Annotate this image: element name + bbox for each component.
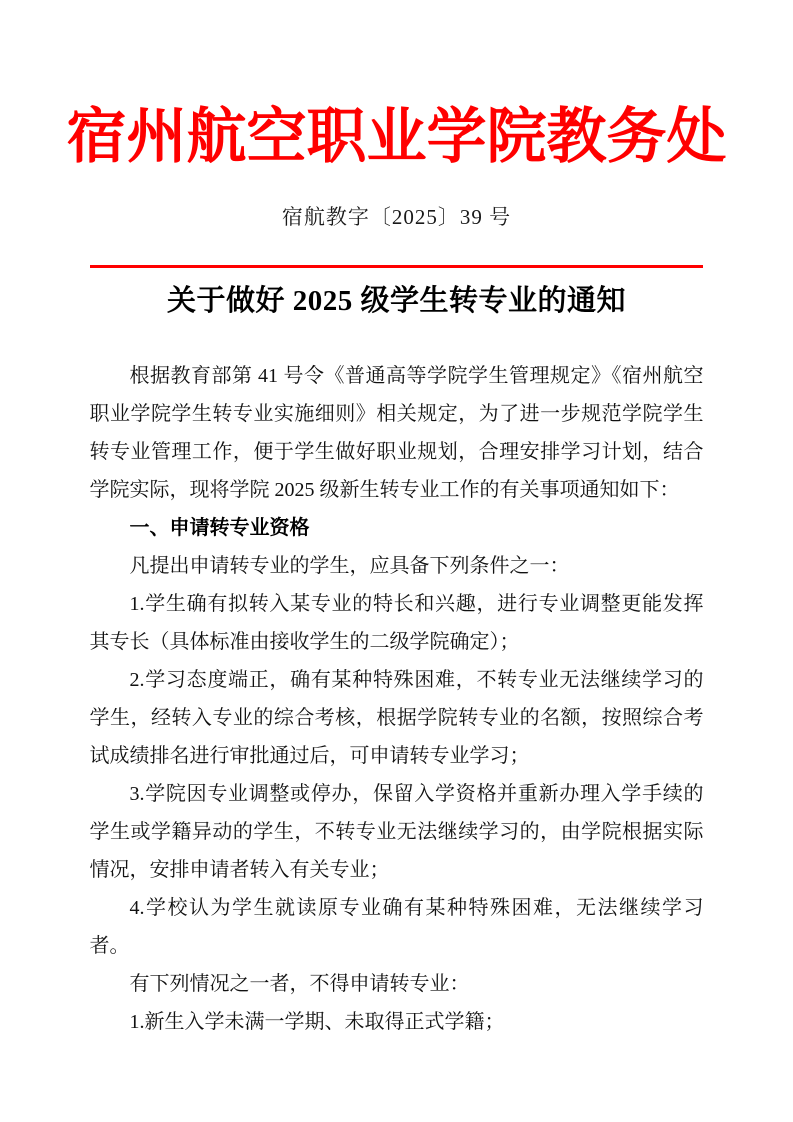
document-number: 宿航教字〔2025〕39 号 xyxy=(281,205,512,229)
paragraph-restriction-intro: 有下列情况之一者，不得申请转专业： xyxy=(129,973,470,995)
paragraph-restriction-1: 1.新生入学未满一学期、未取得正式学籍； xyxy=(129,1011,505,1033)
paragraph-condition-4: 4.学校认为学生就读原专业确有某种特殊困难，无法继续学习者。 xyxy=(89,897,704,957)
paragraph-condition-3: 3.学院因专业调整或停办，保留入学资格并重新办理入学手续的学生或学籍异动的学生，不转专业无法继续学习的，由学院根据实际情况，安排申请者转入有关专业； xyxy=(89,783,704,881)
paragraph-condition-2: 2.学习态度端正，确有某种特殊困难，不转专业无法继续学习的学生，经转入专业的综合考核，根据学院转专业的名额，按照综合考试成绩排名进行审批通过后，可申请转专业学习； xyxy=(89,669,704,767)
section-heading-1: 一、申请转专业资格 xyxy=(129,517,310,539)
paragraph-condition-1: 1.学生确有拟转入某专业的特长和兴趣，进行专业调整更能发挥其专长（具体标准由接收学生的二级学院确定）； xyxy=(89,593,704,653)
notice-title: 关于做好 2025 级学生转专业的通知 xyxy=(166,285,626,317)
letterhead-title: 宿州航空职业学院教务处 xyxy=(66,104,727,170)
notice-body xyxy=(90,357,704,1041)
paragraph-eligibility-intro: 凡提出申请转专业的学生，应具备下列条件之一： xyxy=(129,555,570,577)
red-divider-line xyxy=(90,265,703,268)
paragraph-intro: 根据教育部第 41 号令《普通高等学院学生管理规定》《宿州航空职业学院学生转专业实施细则》相关规定，为了进一步规范学院学生转专业管理工作，便于学生做好职业规划，合理安排学习计划，结合学院实际，现将学院 2025 级新生转专业工作的有关事项通知如下： xyxy=(89,365,704,501)
